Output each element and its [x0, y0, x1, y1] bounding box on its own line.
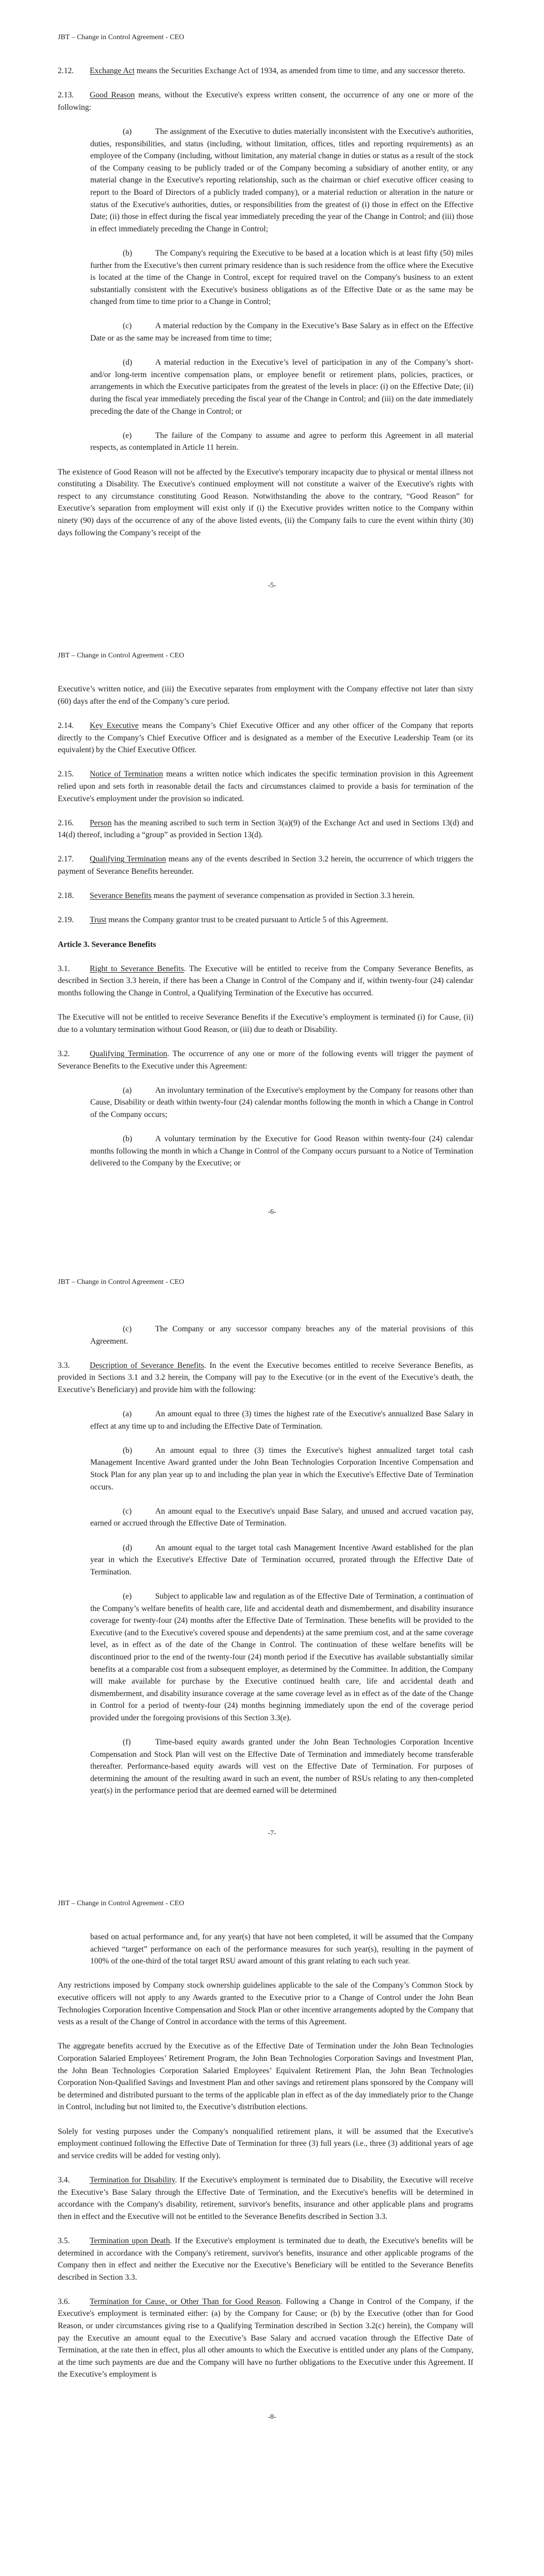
section-number: 2.19. [58, 916, 74, 925]
section-text: means the payment of severance compensation as provided in Section 3.3 herein. [151, 891, 415, 901]
defined-term: Exchange Act [90, 66, 135, 75]
section-text: has the meaning ascribed to such term in Section 3(a)(9) of the Exchange Act and used in Sections 13(d) and 14(d) thereof, including a “group” as provided in Section 13(d). [58, 818, 473, 840]
clause-text: An amount equal to three (3) times the highest rate of the Executive's annualized Base Salary in effect at any time up to and including the Effective Date of Termination. [90, 1410, 473, 1431]
section-number: 3.2. [58, 1049, 70, 1058]
defined-term: Person [90, 818, 112, 827]
defined-term: Trust [90, 916, 107, 925]
clause-text: A voluntary termination by the Executive for Good Reason within twenty-four (24) calendar months following the month in which a Change in Control of the Company occurs pursuant to a Notice of Termination delivered to the Company by the Executive; or [90, 1134, 473, 1168]
page-5 [0, 0, 544, 590]
section-number: 2.16. [58, 818, 74, 827]
section-title: Termination for Disability [90, 2175, 175, 2184]
section-2-14 [58, 720, 473, 756]
clause-text: The Company or any successor company breaches any of the material provisions of this Agreement. [90, 1324, 473, 1346]
section-number: 3.6. [58, 2297, 70, 2306]
section-text: means any of the events described in Section 3.2 herein, the occurrence of which triggers the payment of Severance Benefits hereunder. [58, 855, 474, 876]
aggregate-benefits-paragraph: The aggregate benefits accrued by the Executive as of the Effective Date of Termination under the John Bean Technologies Corporation Salaried Employees’ Retirement Program, the John Bean Technologies Corporation Savings and Investment Plan, the John Bean Technologies Corporation Salaried Employees’ Equivalent Retirement Plan, the John Bean Technologies Corporation Non-Qualified Savings and Investment Plan and other savings and retirement plans sponsored by the Company will be determined and distributed pursuant to the terms of the applicable plan in effect as of the day immediately prior to the Change in Control, including but not limited to, the Executive’s distribution elections. [58, 2042, 473, 2112]
running-header: JBT – Change in Control Agreement - CEO [58, 1278, 185, 1286]
section-title: Description of Severance Benefits [90, 1361, 204, 1370]
clause-text: The failure of the Company to assume and agree to perform this Agreement in all material respects, as contemplated in Article 11 herein. [90, 431, 473, 452]
running-header: JBT – Change in Control Agreement - CEO [58, 1900, 185, 1908]
running-header: JBT – Change in Control Agreement - CEO [58, 652, 185, 660]
section-title: Termination for Cause, or Other Than for Good Reason [90, 2297, 281, 2306]
clause-text: An amount equal to the Executive's unpaid Base Salary, and unused and accrued vacation pay, earned or accrued through the Effective Date of Termination. [90, 1506, 473, 1528]
section-number: 2.14. [58, 721, 74, 730]
clause-label: (c) [123, 1506, 132, 1516]
clause-label: (f) [123, 1738, 131, 1747]
clause-2-13-e [90, 430, 473, 454]
clause-text: A material reduction in the Executive’s level of participation in any of the Company’s short- and/or long-term incentive compensation plans, or employee benefit or retirement plans, policies, practices, or arrangements in which the Executive participates from the greatest of the levels in place: (i) on the Effective Date; (ii) during the fiscal year immediately preceding the fiscal year of the Change in Control; and (iii) on the date immediately preceding the date of the Change in Control; or [90, 358, 473, 416]
clause-label: (e) [123, 1591, 132, 1601]
clause-2-13-b [90, 247, 473, 308]
clause-text: An involuntary termination of the Executive's employment by the Company for reasons other than Cause, Disability or death within twenty-four (24) calendar months following the month in which a Change in Control of the Company occurs; [90, 1086, 473, 1119]
clause-label: (c) [123, 1324, 132, 1333]
section-text: means, without the Executive's express written consent, the occurrence of any one or more of the following: [58, 91, 473, 112]
clause-label: (d) [123, 1543, 133, 1552]
clause-text: An amount equal to three (3) times the Executive's highest annualized target total cash Management Incentive Award granted under the John Bean Technologies Corporation Incentive Compensation and Stock Plan for any plan year up to and including the plan year in which the Executive's Effective Date of Termination occurs. [90, 1446, 473, 1492]
section-text: means a written notice which indicates the specific termination provision in this Agreement relied upon and sets forth in reasonable detail the facts and circumstances claimed to provide a basis for termination of the Executive's employment under the provision so indicated. [58, 770, 473, 803]
section-2-15 [58, 768, 473, 805]
section-2-18 [58, 890, 473, 902]
page-8-body [58, 1931, 473, 2381]
section-number: 2.12. [58, 66, 74, 75]
page-number: -5- [268, 582, 276, 590]
section-3-3 [58, 1360, 473, 1396]
section-3-2 [58, 1048, 473, 1072]
section-text: means the Company’s Chief Executive Officer and any other officer of the Company that reports directly to the Company’s Chief Executive Officer and is designated as a member of the Executive Leadership Team (or its equivalent) by the Chief Executive Officer. [58, 721, 473, 755]
good-reason-paragraph: The existence of Good Reason will not be affected by the Executive's temporary incapacity due to physical or mental illness not constituting a Disability. The Executive's continued employment will not constitute a waiver of the Executive's rights with respect to any circumstance constituting Good Reason. Notwithstanding the above to the contrary, “Good Reason” for Executive’s separation from employment will exist only if (i) the Executive provides written notice to the Company within ninety (90) days of the occurrence of any of the above listed events, (ii) the Company fails to cure the event within thirty (30) days following the Company’s receipt of the [58, 467, 473, 537]
section-text: . In the event the Executive becomes entitled to receive Severance Benefits, as provided in Sections 3.1 and 3.2 herein, the Company will pay to the Executive (or in the event of the Executive’s death, the Executive’s Beneficiary) and provide him with the following: [58, 1361, 473, 1394]
clause-label: (b) [123, 1134, 133, 1144]
clause-label: (a) [123, 1410, 132, 1419]
defined-term: Key Executive [90, 721, 139, 730]
section-text: means the Securities Exchange Act of 1934, as amended from time to time, and any successor thereto. [135, 66, 465, 75]
section-text: . Following a Change in Control of the Company, if the Executive's employment is terminated either: (a) by the Company for Cause; or (b) by the Executive (other than for Good Reason, or under circumstances giving rise to a Qualifying Termination described in Section 3.2(c) herein), the Company will pay the Executive an amount equal to the Executive’s Base Salary and accrued vacation through the Effective Date of Termination, at the rate then in effect, plus all other amounts to which the Executive is entitled under any plans of the Company, at the time such payments are due and the Company will have no further obligations to the Executive under this Agreement. If the Executive’s employment is [58, 2297, 473, 2379]
section-text: . The Executive will be entitled to receive from the Company Severance Benefits, as described in Section 3.3 herein, if there has been a Change in Control of the Company and if, within twenty-four (24) calendar months following the Change in Control, a Qualifying Termination of the Executive has occurred. [58, 964, 473, 997]
clause-3-3-c [90, 1505, 473, 1530]
clause-2-13-a [90, 126, 473, 235]
clause-label: (e) [123, 431, 132, 440]
section-number: 3.1. [58, 964, 70, 973]
section-text: . If the Executive's employment is terminated due to death, the Executive's benefits will be determined in accordance with the Company's retirement, survivor's benefits, insurance and other applicable programs of the Company then in effect and neither the Executive nor the Executive’s Beneficiary will be entitled to the Severance Benefits described in Section 3.3. [58, 2236, 473, 2282]
continuation-paragraph: based on actual performance and, for any year(s) that have not been completed, it will be assumed that the Company achieved “target” performance on each of the performance measures for such year(s), resulting in the payment of 100% of the one-third of the total target RSU award amount of this grant relating to each such year. [90, 1933, 473, 1966]
section-number: 2.13. [58, 91, 74, 100]
defined-term: Notice of Termination [90, 770, 163, 779]
section-2-17 [58, 853, 473, 877]
clause-text: An amount equal to the target total cash Management Incentive Award established for the plan year in which the Executive's Effective Date of Termination occurred, prorated through the Effective Date of Termination. [90, 1543, 473, 1577]
running-header: JBT – Change in Control Agreement - CEO [58, 33, 185, 41]
defined-term: Good Reason [90, 91, 135, 100]
clause-label: (c) [123, 321, 132, 331]
page-8 [0, 1838, 544, 2443]
section-text: . If the Executive's employment is terminated due to Disability, the Executive will receive the Executive’s Base Salary through the Effective Date of Termination, and the Executive's benefits will be determined in accordance with the Company's disability, retirement, survivor's benefits, insurance and other applicable plans and programs then in effect and the Executive will not be entitled to the Severance Benefits described in Section 3.3. [58, 2175, 473, 2221]
not-entitled-paragraph: The Executive will not be entitled to receive Severance Benefits if the Executive’s employment is terminated (i) for Cause, (ii) due to a voluntary termination without Good Reason, or (iii) due to death or Disability. [58, 1013, 473, 1034]
section-2-19 [58, 914, 473, 926]
section-3-1 [58, 963, 473, 999]
page-number: -7- [268, 1829, 276, 1838]
section-3-5 [58, 2235, 473, 2283]
clause-label: (b) [123, 248, 133, 258]
section-title: Qualifying Termination [90, 1049, 168, 1058]
section-2-13 [58, 89, 473, 113]
section-text: means the Company grantor trust to be created pursuant to Article 5 of this Agreement. [106, 916, 388, 925]
page-number: -6- [268, 1208, 276, 1216]
section-title: Right to Severance Benefits [90, 964, 184, 973]
section-text: . The occurrence of any one or more of the following events will trigger the payment of Severance Benefits to the Executive under this Agreement: [58, 1049, 473, 1071]
section-number: 3.3. [58, 1361, 70, 1370]
clause-text: The Company's requiring the Executive to be based at a location which is at least fifty (50) miles further from the Executive’s then current primary residence than is such residence from the office where the Executive is located at the time of the Change in Control, except for required travel on the Company's business to an extent substantially consistent with the Executive's business obligations as of the Effective Date or as the same may be changed from time to time prior to a Change in Control; [90, 248, 473, 307]
page-6 [0, 590, 544, 1217]
section-2-12 [58, 65, 473, 77]
clause-2-13-d [90, 357, 473, 417]
section-number: 3.4. [58, 2175, 70, 2184]
page-6-body [58, 683, 473, 1170]
clause-3-2-a [90, 1084, 473, 1121]
clause-label: (a) [123, 127, 132, 136]
article-3-heading: Article 3. Severance Benefits [58, 940, 156, 949]
clause-3-3-f [90, 1736, 473, 1797]
section-number: 2.18. [58, 891, 74, 901]
defined-term: Severance Benefits [90, 891, 152, 901]
clause-2-13-c [90, 320, 473, 344]
defined-term: Qualifying Termination [90, 855, 166, 864]
section-3-4 [58, 2174, 473, 2223]
page-5-body [58, 65, 473, 539]
clause-text: The assignment of the Executive to duties materially inconsistent with the Executive's authorities, duties, responsibilities, and status (including, without limitation, offices, titles and reporting requirements) as an employee of the Company (including, without limitation, any material change in duties or status as a result of the stock of the Company ceasing to be publicly traded or of the Company becoming a subsidiary of another entity, or any material change in the Executive's reporting relationship, such as the chairman or chief executive officer ceasing to report to the Board of Directors of a publicly traded company), or a material reduction or alteration in the nature or status of the Executive's authorities, duties, or responsibilities from the greatest of (i) those in effect on the Effective Date; (ii) those in effect during the fiscal year immediately preceding the year of the Change in Control; and (iii) those in effect immediately preceding the Change in Control; [90, 127, 473, 233]
clause-label: (d) [123, 358, 133, 367]
section-title: Termination upon Death [90, 2236, 170, 2245]
section-2-16 [58, 817, 473, 841]
section-number: 2.15. [58, 770, 74, 779]
page-7 [0, 1217, 544, 1838]
section-number: 3.5. [58, 2236, 70, 2245]
clause-label: (b) [123, 1446, 133, 1455]
clause-3-3-a [90, 1408, 473, 1432]
clause-3-2-c [90, 1323, 473, 1347]
vesting-paragraph: Solely for vesting purposes under the Company's nonqualified retirement plans, it will be assumed that the Executive's employment continued following the Effective Date of Termination for three (3) full years (i.e., three (3) additional years of age and service credits will be added for vesting only). [58, 2127, 473, 2160]
page-7-body [58, 1323, 473, 1797]
clause-3-3-b [90, 1445, 473, 1493]
section-number: 2.17. [58, 855, 74, 864]
restrictions-paragraph: Any restrictions imposed by Company stock ownership guidelines applicable to the sale of the Company’s Common Stock by executive officers will not apply to any Awards granted to the Executive prior to a Change of Control under the John Bean Technologies Corporation Incentive Compensation and Stock Plan or other incentive arrangements adopted by the Company that vests as a result of the Change of Control in accordance with the terms of this Agreement. [58, 1981, 473, 2027]
clause-text: Subject to applicable law and regulation as of the Effective Date of Termination, a continuation of the Company’s welfare benefits of health care, life and accidental death and dismemberment, and disability insurance coverage for twenty-four (24) months after the Effective Date of Termination. These benefits will be provided to the Executive (and to the Executive's covered spouse and dependents) at the same premium cost, and at the same coverage level, as in effect as of the date of the Change in Control. The continuation of these welfare benefits will be discontinued prior to the end of the twenty-four (24) month period if the Executive has available substantially similar benefits at a comparable cost from a subsequent employer, as determined by the Committee. In addition, the Company will make available for purchase by the Executive continued health care, life and accidental death and dismemberment, and disability insurance coverage at the same coverage level as in effect as of the date of the Change in Control for a period of twenty-four (24) months beginning immediately upon the end of the coverage period provided under the foregoing provisions of this Section 3.3(e). [90, 1591, 473, 1722]
clause-3-3-e [90, 1590, 473, 1724]
clause-3-2-b [90, 1133, 473, 1170]
section-3-6 [58, 2296, 473, 2381]
clause-text: Time-based equity awards granted under the John Bean Technologies Corporation Incentive Compensation and Stock Plan will vest on the Effective Date of Termination and immediately become transferable thereafter. Performance-based equity awards will vest on the Effective Date of Termination. For purposes of determining the amount of the resulting award in such an event, the number of RSUs relating to any then-completed year(s) in the performance period that are deemed earned will be determined [90, 1738, 473, 1795]
page-number: -8- [268, 2413, 276, 2421]
clause-text: A material reduction by the Company in the Executive’s Base Salary as in effect on the Effective Date or as the same may be increased from time to time; [90, 321, 473, 343]
clause-label: (a) [123, 1086, 132, 1095]
continuation-paragraph: Executive’s written notice, and (iii) the Executive separates from employment with the Company effective not later than sixty (60) days after the end of the Company’s cure period. [58, 685, 473, 706]
clause-3-3-d [90, 1542, 473, 1579]
